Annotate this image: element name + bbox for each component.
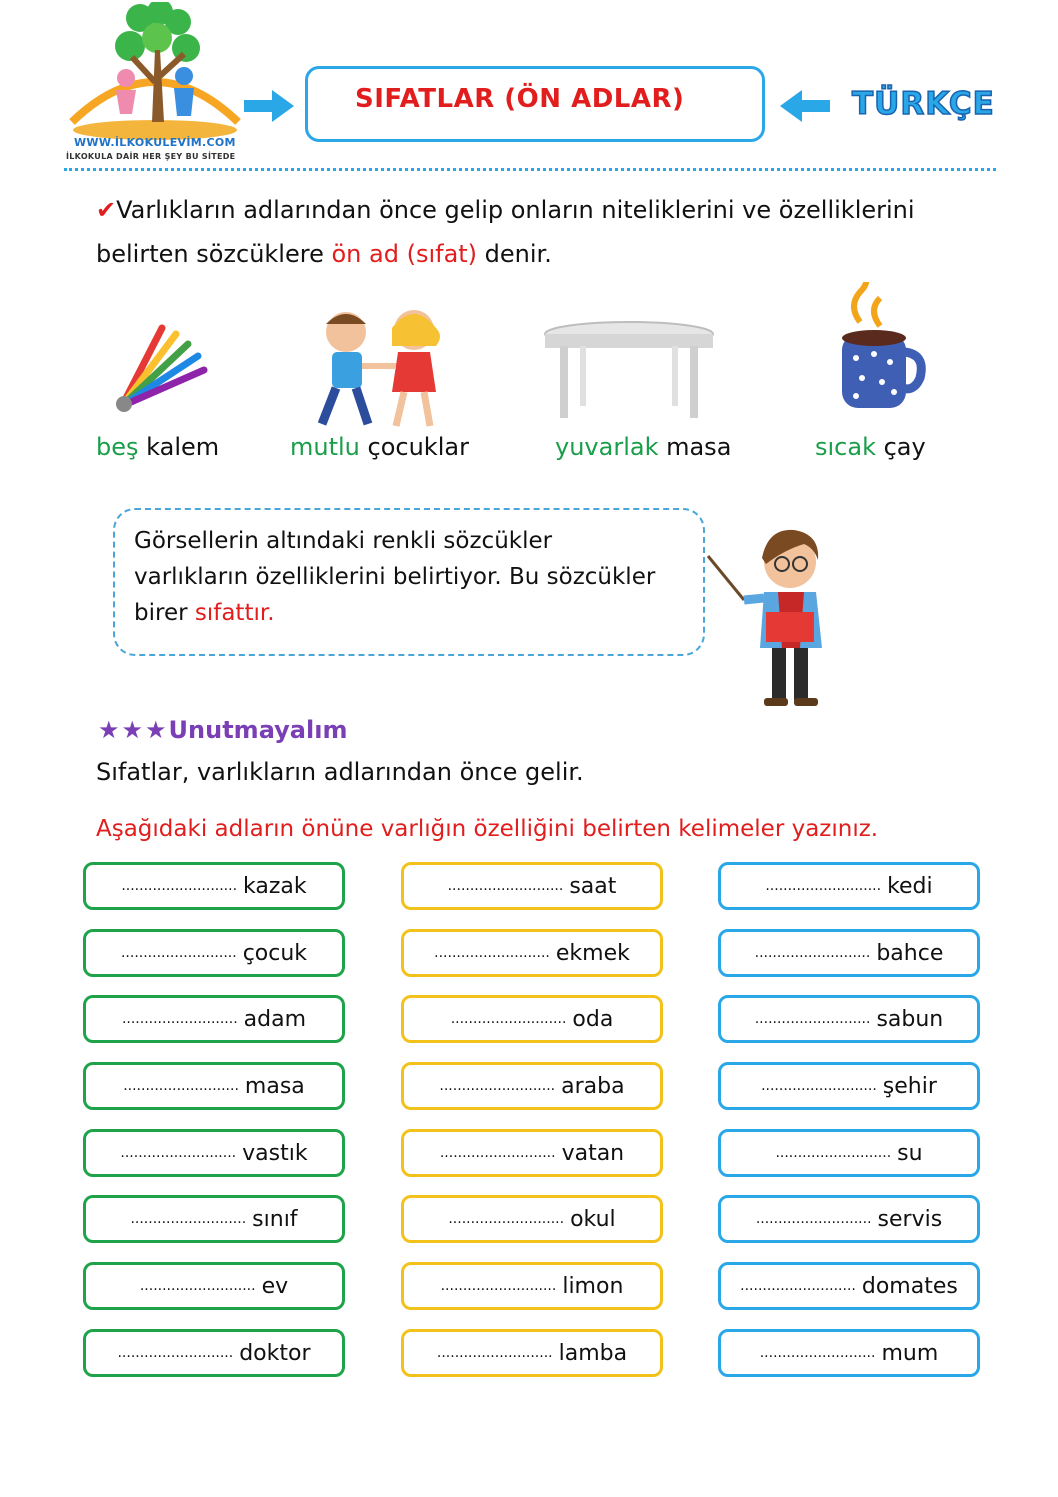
answer-blank[interactable]: .......................... [440,1278,557,1294]
noun-label: çocuk [242,940,308,966]
instruction: Aşağıdaki adların önüne varlığın özelliğini belirten kelimeler yazınız. [96,816,879,842]
noun-label: kazak [243,873,307,899]
answer-box-col2-7[interactable] [401,1262,663,1310]
check-icon: ✔ [96,196,117,224]
definition-line-1: ✔Varlıkların adlarından önce gelip onların niteliklerini ve özelliklerini [96,196,915,224]
answer-blank[interactable]: .......................... [434,945,550,961]
star-icon: ★★★ [98,716,169,744]
arrow-left-icon [776,86,834,126]
noun-label: kedi [887,873,933,899]
answer-box-col2-2[interactable] [401,929,663,977]
pencils-image [108,318,218,422]
answer-box-col1-3[interactable] [83,995,345,1043]
page-title: SIFATLAR (ÖN ADLAR) [355,84,685,114]
answer-box-col3-5[interactable] [718,1129,980,1177]
answer-box-col3-4[interactable] [718,1062,980,1110]
answer-blank[interactable]: .......................... [130,1211,247,1227]
noun-label: şehir [882,1073,937,1099]
definition-line-2: belirten sözcüklere ön ad (sıfat) denir. [96,240,552,268]
answer-box-col1-7[interactable] [83,1262,345,1310]
answer-box-col2-1[interactable] [401,862,663,910]
noun-label: adam [243,1006,307,1032]
answer-blank[interactable]: .......................... [759,1345,876,1361]
logo-url: WWW.İLKOKULEVİM.COM [74,136,236,149]
noun-label: domates [861,1273,958,1299]
answer-blank[interactable]: .......................... [120,1145,237,1161]
example-caption-4: sıcak çay [815,433,926,461]
answer-box-col2-8[interactable] [401,1329,663,1377]
answer-box-col1-4[interactable] [83,1062,345,1110]
answer-box-col1-1[interactable] [83,862,345,910]
answer-box-col2-4[interactable] [401,1062,663,1110]
noun-label: doktor [239,1340,311,1366]
noun-label: sabun [876,1006,944,1032]
answer-blank[interactable]: .......................... [436,1345,553,1361]
answer-box-col1-8[interactable] [83,1329,345,1377]
noun-label: mum [881,1340,939,1366]
header-divider [64,168,996,171]
teacher-image [704,520,834,716]
answer-box-col1-6[interactable] [83,1195,345,1243]
noun-label: saat [569,873,617,899]
noun-label: okul [570,1206,616,1232]
answer-blank[interactable]: .......................... [120,945,237,961]
subject-label: TÜRKÇE [852,86,995,122]
answer-blank[interactable]: .......................... [117,1345,234,1361]
example-caption-1: beş kalem [96,433,220,461]
answer-box-col1-5[interactable] [83,1129,345,1177]
arrow-right-icon [240,86,298,126]
answer-blank[interactable]: .......................... [121,1011,238,1027]
noun-label: lamba [558,1340,628,1366]
answer-box-col3-1[interactable] [718,862,980,910]
tea-cup-image [834,282,926,418]
answer-box-col1-2[interactable] [83,929,345,977]
noun-label: servis [877,1206,943,1232]
table-image [542,320,716,424]
noun-label: ekmek [555,940,630,966]
example-caption-3: yuvarlak masa [555,433,732,461]
answer-blank[interactable]: .......................... [754,1011,871,1027]
example-caption-2: mutlu çocuklar [290,433,469,461]
answer-box-col2-5[interactable] [401,1129,663,1177]
noun-label: vatan [561,1140,625,1166]
answer-blank[interactable]: .......................... [740,1278,856,1294]
noun-label: limon [562,1273,624,1299]
answer-blank[interactable]: .......................... [754,945,871,961]
info-line-1: Görsellerin altındaki renkli sözcükler [134,528,553,554]
remember-heading: ★★★Unutmayalım [98,716,348,744]
answer-blank[interactable]: .......................... [123,1078,239,1094]
answer-box-col2-3[interactable] [401,995,663,1043]
answer-blank[interactable]: .......................... [765,878,882,894]
logo-tagline: İLKOKULA DAİR HER ŞEY BU SİTEDE [66,152,236,161]
answer-blank[interactable]: .......................... [139,1278,256,1294]
noun-label: ev [261,1273,289,1299]
remember-text: Sıfatlar, varlıkların adlarından önce gelir. [96,758,584,786]
noun-label: bahce [876,940,944,966]
answer-blank[interactable]: .......................... [448,1211,565,1227]
noun-label: vastık [242,1140,308,1166]
answer-box-col3-3[interactable] [718,995,980,1043]
children-image [296,306,466,438]
info-line-3: birer sıfattır. [134,600,275,626]
noun-label: su [897,1140,923,1166]
answer-box-col3-2[interactable] [718,929,980,977]
answer-blank[interactable]: .......................... [439,1145,556,1161]
answer-blank[interactable]: .......................... [121,878,238,894]
answer-box-col2-6[interactable] [401,1195,663,1243]
answer-blank[interactable]: .......................... [755,1211,872,1227]
noun-label: oda [572,1006,614,1032]
answer-box-col3-6[interactable] [718,1195,980,1243]
answer-blank[interactable]: .......................... [761,1078,877,1094]
noun-label: araba [561,1073,625,1099]
answer-blank[interactable]: .......................... [775,1145,892,1161]
noun-label: sınıf [252,1206,298,1232]
answer-blank[interactable]: .......................... [447,878,564,894]
answer-blank[interactable]: .......................... [450,1011,567,1027]
answer-box-col3-7[interactable] [718,1262,980,1310]
answer-blank[interactable]: .......................... [439,1078,556,1094]
noun-label: masa [244,1073,305,1099]
info-line-2: varlıkların özelliklerini belirtiyor. Bu sözcükler [134,564,656,590]
answer-box-col3-8[interactable] [718,1329,980,1377]
